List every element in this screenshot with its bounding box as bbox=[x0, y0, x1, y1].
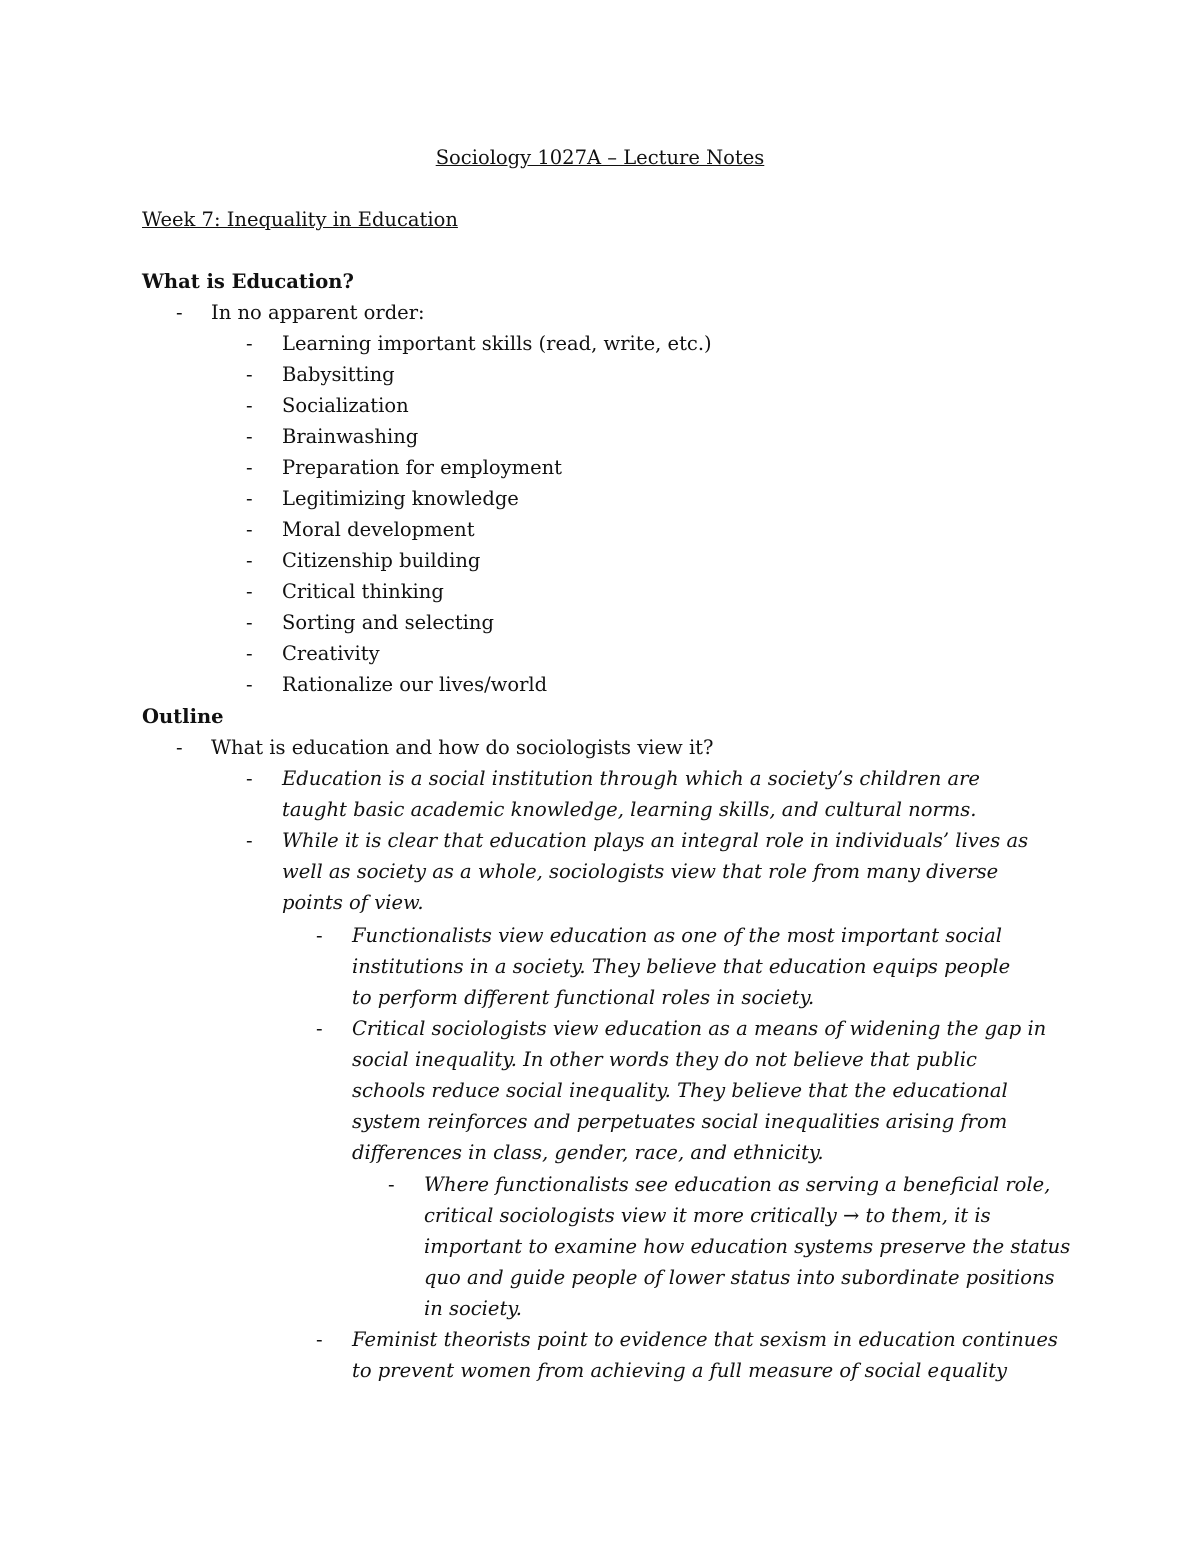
bullet-dash: - bbox=[388, 1173, 395, 1196]
list-item: Legitimizing knowledge bbox=[282, 487, 519, 510]
bullet-dash: - bbox=[316, 924, 323, 947]
bullet-dash: - bbox=[316, 1017, 323, 1040]
outline-viewpoints: While it is clear that education plays an integral role in individuals’ lives as well as society as a whole, sociologists view that role from many diverse points of view. bbox=[282, 829, 1029, 914]
bullet-dash: - bbox=[316, 1328, 323, 1351]
bullet-dash: - bbox=[176, 736, 183, 759]
bullet-dash: - bbox=[246, 363, 253, 386]
list-intro: In no apparent order: bbox=[211, 301, 425, 324]
outline-critical: Critical sociologists view education as a means of widening the gap in social inequality. In other words they do not believe that public schools reduce social inequality. They believe that the educational system reinforces and perpetuates social inequalities arising from differences in class, gender, race, and ethnicity. bbox=[352, 1017, 1047, 1164]
bullet-dash: - bbox=[246, 394, 253, 417]
bullet-dash: - bbox=[246, 549, 253, 572]
list-item: Citizenship building bbox=[282, 549, 481, 572]
list-item: Creativity bbox=[282, 642, 380, 665]
outline-definition: Education is a social institution through which a society’s children are taught basic academic knowledge, learning skills, and cultural norms. bbox=[282, 767, 980, 821]
bullet-dash: - bbox=[246, 580, 253, 603]
bullet-dash: - bbox=[246, 487, 253, 510]
list-item: Rationalize our lives/world bbox=[282, 673, 548, 696]
outline-feminist: Feminist theorists point to evidence that sexism in education continues to prevent women from achieving a full measure of social equality bbox=[352, 1328, 1058, 1382]
section-heading-outline: Outline bbox=[142, 705, 224, 728]
list-item: Babysitting bbox=[282, 363, 395, 386]
bullet-dash: - bbox=[246, 767, 253, 790]
list-item: Brainwashing bbox=[282, 425, 419, 448]
list-item: Moral development bbox=[282, 518, 475, 541]
list-item: Socialization bbox=[282, 394, 409, 417]
week-heading: Week 7: Inequality in Education bbox=[142, 208, 458, 231]
list-item: Sorting and selecting bbox=[282, 611, 494, 634]
list-item: Preparation for employment bbox=[282, 456, 563, 479]
outline-functionalists: Functionalists view education as one of the most important social institutions in a society. They believe that education equips people to perform different functional roles in society. bbox=[352, 924, 1011, 1009]
outline-question: What is education and how do sociologists view it? bbox=[211, 736, 714, 759]
bullet-dash: - bbox=[246, 611, 253, 634]
list-item: Critical thinking bbox=[282, 580, 444, 603]
bullet-dash: - bbox=[246, 332, 253, 355]
list-item: Learning important skills (read, write, etc.) bbox=[282, 332, 712, 355]
bullet-dash: - bbox=[246, 425, 253, 448]
section-heading-what-is-education: What is Education? bbox=[142, 270, 354, 293]
outline-comparison: Where functionalists see education as serving a beneficial role, critical sociologists view it more critically → to them, it is important to examine how education systems preserve the status quo and guide people of lower status into subordinate positions in society. bbox=[424, 1173, 1071, 1320]
bullet-dash: - bbox=[246, 642, 253, 665]
bullet-dash: - bbox=[176, 301, 183, 324]
bullet-dash: - bbox=[246, 518, 253, 541]
document-title: Sociology 1027A – Lecture Notes bbox=[435, 146, 765, 169]
bullet-dash: - bbox=[246, 673, 253, 696]
bullet-dash: - bbox=[246, 829, 253, 852]
bullet-dash: - bbox=[246, 456, 253, 479]
